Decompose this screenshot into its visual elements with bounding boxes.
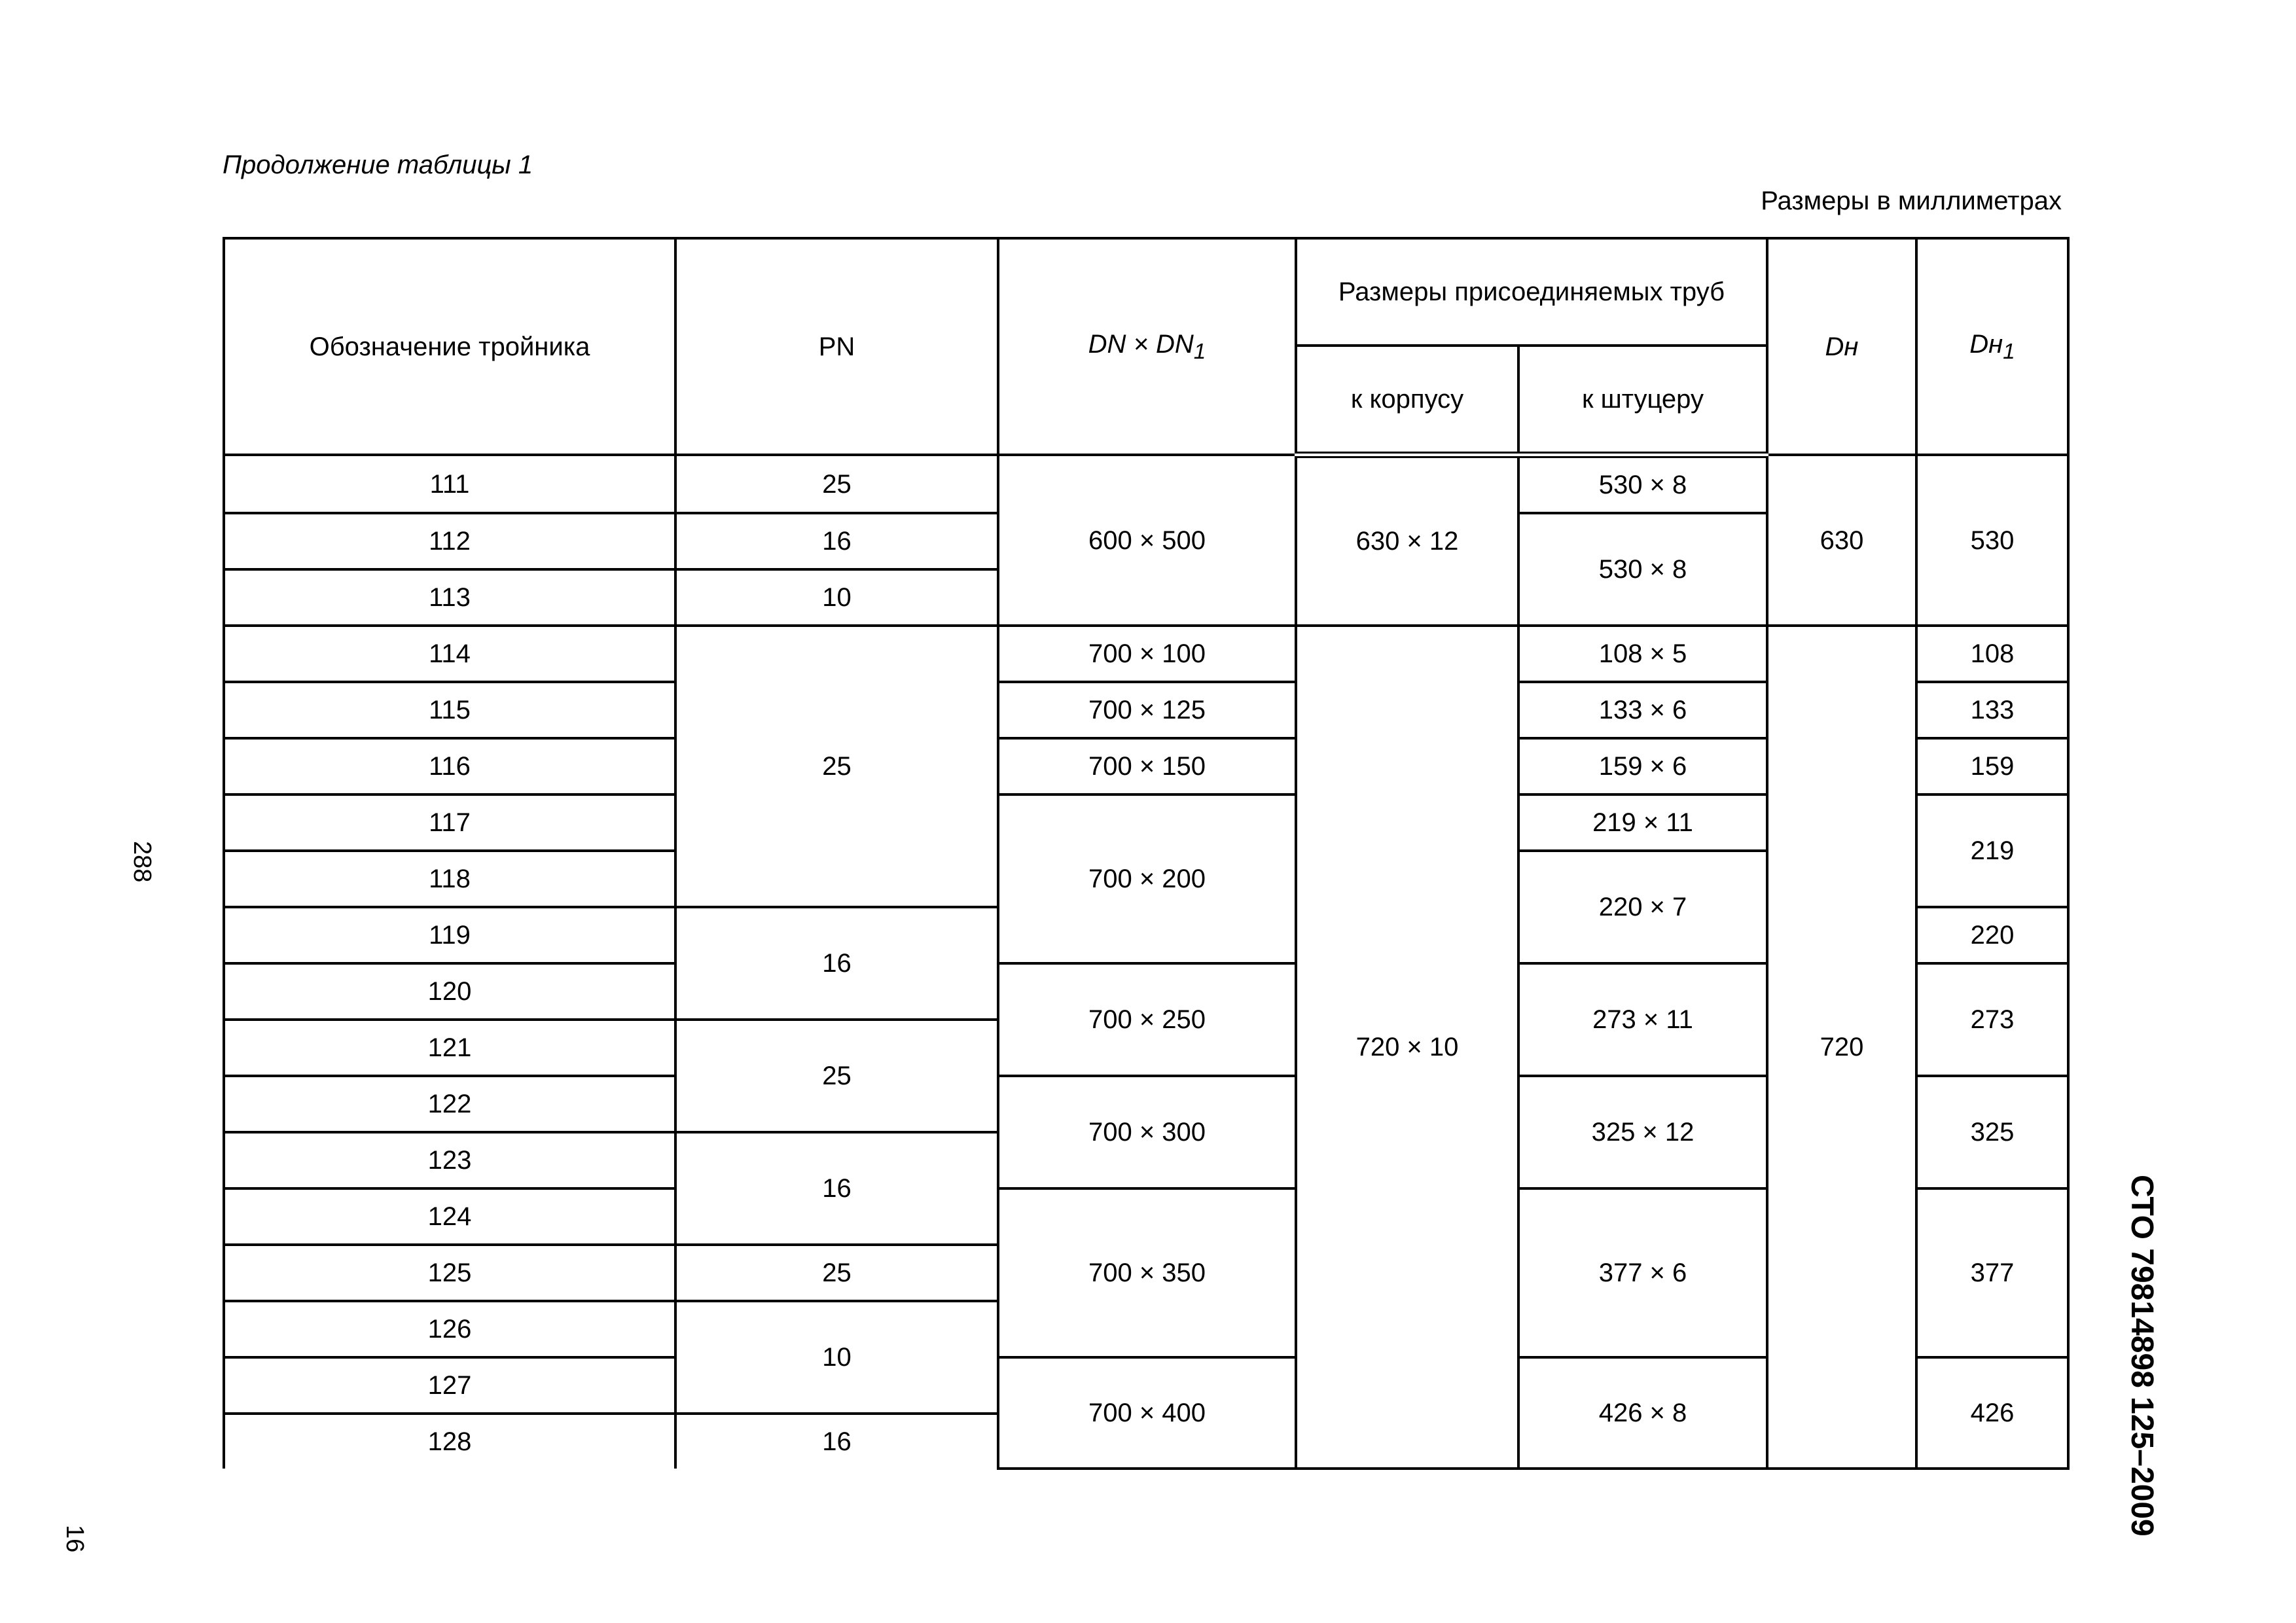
header-designation: Обозначение тройника — [224, 238, 675, 455]
cell-dn: 700 × 150 — [998, 738, 1296, 794]
header-pipes: Размеры присоединяемых труб — [1296, 238, 1767, 346]
standard-code: СТО 79814898 125–2009 — [2125, 1175, 2159, 1537]
cell-dh: 720 — [1767, 626, 1916, 1469]
cell-designation: 115 — [224, 682, 675, 738]
cell-pn: 25 — [675, 1020, 998, 1132]
cell-fitting: 530 × 8 — [1518, 513, 1767, 626]
table-row — [224, 455, 2068, 513]
cell-pn: 16 — [675, 1132, 998, 1245]
cell-dh1: 530 — [1916, 455, 2068, 626]
cell-dn: 700 × 250 — [998, 963, 1296, 1076]
cell-designation: 119 — [224, 907, 675, 963]
cell-designation: 124 — [224, 1188, 675, 1245]
cell-body: 720 × 10 — [1296, 626, 1518, 1469]
cell-designation: 121 — [224, 1020, 675, 1076]
cell-designation: 113 — [224, 569, 675, 626]
cell-fitting: 108 × 5 — [1518, 626, 1767, 682]
cell-pn: 25 — [675, 1245, 998, 1301]
cell-dh1: 219 — [1916, 794, 2068, 907]
cell-fitting: 159 × 6 — [1518, 738, 1767, 794]
header-pn: PN — [675, 238, 998, 455]
cell-fitting: 530 × 8 — [1518, 455, 1767, 513]
header-dh: Dн — [1767, 238, 1916, 455]
cell-pn: 16 — [675, 513, 998, 569]
cell-fitting: 220 × 7 — [1518, 851, 1767, 963]
units-note: Размеры в миллиметрах — [1761, 187, 2062, 215]
cell-fitting: 377 × 6 — [1518, 1188, 1767, 1357]
cell-dn: 700 × 200 — [998, 794, 1296, 963]
cell-dh1: 108 — [1916, 626, 2068, 682]
cell-dh1: 220 — [1916, 907, 2068, 963]
cell-dn: 700 × 350 — [998, 1188, 1296, 1357]
cell-body: 630 × 12 — [1296, 455, 1518, 626]
cell-dn: 700 × 400 — [998, 1357, 1296, 1469]
cell-designation: 117 — [224, 794, 675, 851]
cell-fitting: 219 × 11 — [1518, 794, 1767, 851]
cell-dn: 700 × 300 — [998, 1076, 1296, 1188]
cell-designation: 127 — [224, 1357, 675, 1414]
cell-pn: 16 — [675, 907, 998, 1020]
header-dn: DN × $DN_1$ — [998, 238, 1296, 455]
cell-pn: 10 — [675, 1301, 998, 1414]
header-body: к корпусу — [1296, 346, 1518, 455]
cell-pn: 25 — [675, 455, 998, 513]
cell-designation: 128 — [224, 1414, 675, 1469]
cell-fitting: 273 × 11 — [1518, 963, 1767, 1076]
cell-pn: 10 — [675, 569, 998, 626]
cell-dh1: 377 — [1916, 1188, 2068, 1357]
cell-designation: 112 — [224, 513, 675, 569]
cell-dh1: 133 — [1916, 682, 2068, 738]
cell-designation: 111 — [224, 455, 675, 513]
cell-designation: 126 — [224, 1301, 675, 1357]
header-dh1: $Dн_1$ — [1916, 238, 2068, 455]
cell-dh1: 325 — [1916, 1076, 2068, 1188]
table-row — [224, 626, 2068, 682]
tee-dimensions-table — [223, 237, 2070, 1470]
cell-designation: 116 — [224, 738, 675, 794]
cell-dh1: 273 — [1916, 963, 2068, 1076]
cell-dn: 700 × 125 — [998, 682, 1296, 738]
cell-dn: 600 × 500 — [998, 455, 1296, 626]
cell-designation: 120 — [224, 963, 675, 1020]
cell-designation: 122 — [224, 1076, 675, 1132]
cell-pn: 16 — [675, 1414, 998, 1469]
cell-designation: 125 — [224, 1245, 675, 1301]
table-caption: Продолжение таблицы 1 — [223, 151, 533, 179]
cell-fitting: 325 × 12 — [1518, 1076, 1767, 1188]
page-number-bottom: 16 — [61, 1525, 88, 1553]
page-number-rotated: 288 — [128, 841, 156, 883]
cell-fitting: 426 × 8 — [1518, 1357, 1767, 1469]
cell-fitting: 133 × 6 — [1518, 682, 1767, 738]
cell-designation: 114 — [224, 626, 675, 682]
header-fitting: к штуцеру — [1518, 346, 1767, 455]
cell-dh: 630 — [1767, 455, 1916, 626]
cell-dh1: 426 — [1916, 1357, 2068, 1469]
cell-designation: 118 — [224, 851, 675, 907]
cell-dh1: 159 — [1916, 738, 2068, 794]
cell-designation: 123 — [224, 1132, 675, 1188]
cell-dn: 700 × 100 — [998, 626, 1296, 682]
cell-pn: 25 — [675, 626, 998, 907]
